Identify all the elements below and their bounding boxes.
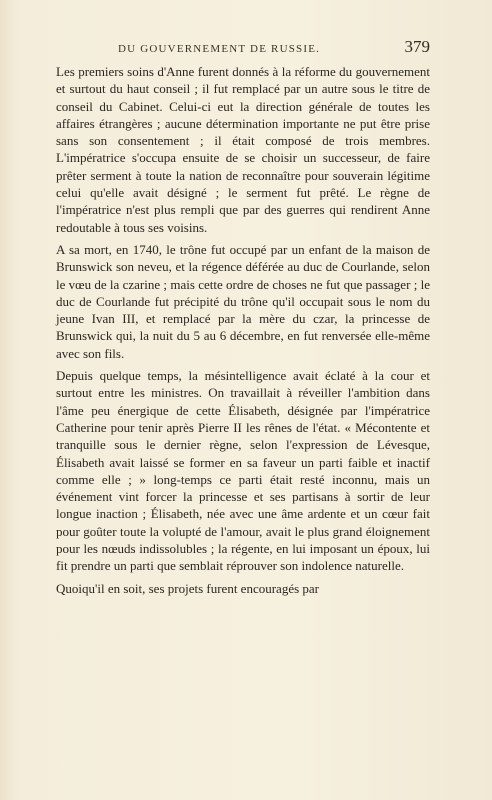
page-header xyxy=(56,39,430,59)
body-text xyxy=(56,63,430,602)
paragraph-2: A sa mort, en 1740, le trône fut occupé par un enfant de la maison de Brunswick son neveu, et la régence déférée au duc de Courlande, selon le vœu de la czarine ; mais cette ordre de choses ne fut que passager ; le duc de Courlande fut précipité du trône qu'il occupait sous le nom du jeune Ivan III, et remplacé par la mère du czar, la princesse de Brunswick qui, la nuit du 5 au 6 décembre, en fut renversée elle-même avec son fils. xyxy=(56,241,430,361)
page-number: 379 xyxy=(404,37,430,56)
running-head: DU GOUVERNEMENT DE RUSSIE. xyxy=(118,43,321,55)
paragraph-1: Les premiers soins d'Anne furent donnés à la réforme du gouvernement et surtout du haut conseil ; il fut remplacé par un autre sous le titre de conseil du Cabinet. Celui-ci eut la direction générale de toutes les affaires étrangères ; aucune détermination importante ne put être prise sans son consentement ; il était composé de trois membres. L'impératrice s'occupa ensuite de se choisir un successeur, de faire prêter serment à toute la nation de reconnaître pour souverain légitime celui qu'elle avait désigné ; le serment fut prêté. Le règne de l'impératrice n'est plus rempli que par des guerres qui rendirent Anne redoutable à tous ses voisins. xyxy=(56,64,430,235)
paragraph-3: Depuis quelque temps, la mésintelligence avait éclaté à la cour et surtout entre les ministres. On travaillait à réveiller l'ambition dans l'âme peu énergique de cette Élisabeth, désignée par l'impératrice Catherine pour tenir après Pierre II les rênes de l'état. « Mécontente et tranquille sous le dernier règne, selon l'expression de Lévesque, Élisabeth avait laissé se former en sa faveur un parti faible et inactif comme elle ; » long-temps ce parti était resté inconnu, mais un événement vint forcer la princesse et ses partisans à sortir de leur longue inaction ; Élisabeth, née avec une âme ardente et un cœur fait pour goûter toute la volupté de l'amour, avait le plus grand éloignement pour les nœuds indissolubles ; la régente, en lui imposant un époux, lui fit prendre un parti que semblait réprouver son indolence naturelle. xyxy=(56,368,430,574)
paragraph-4: Quoiqu'il en soit, ses projets furent encouragés par xyxy=(56,580,319,596)
